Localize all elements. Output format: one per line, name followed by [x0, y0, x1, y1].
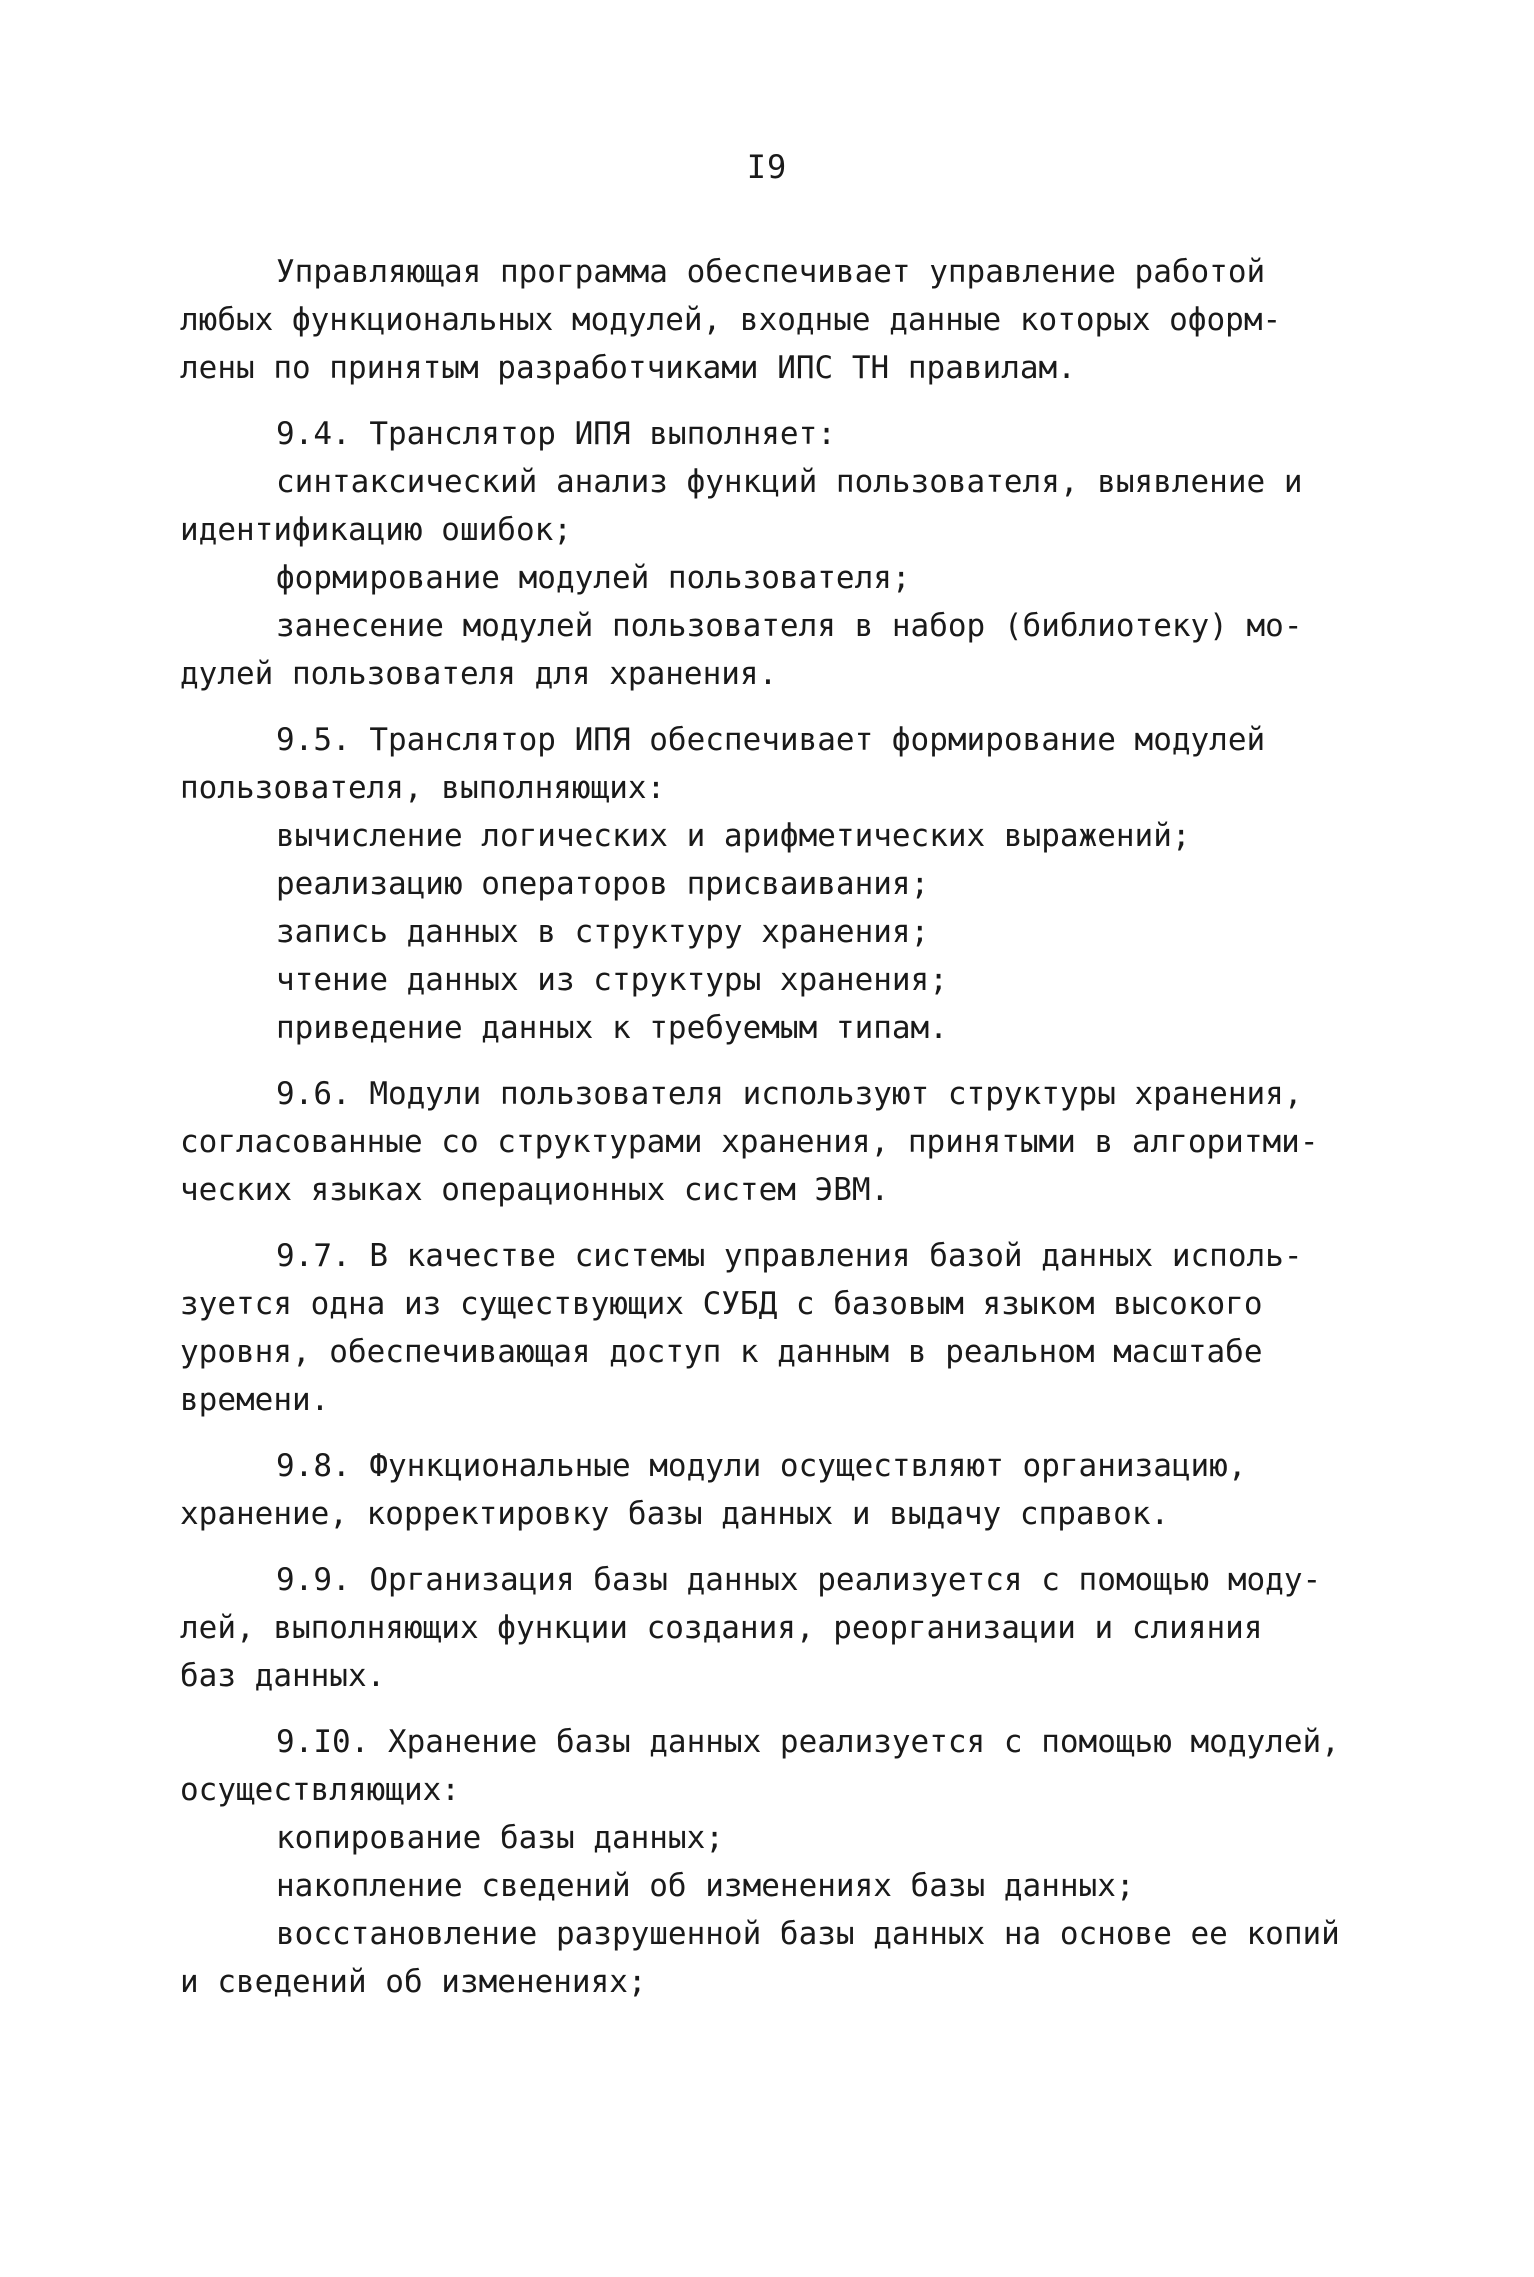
- page-number: I9: [746, 148, 788, 186]
- text-line: восстановление разрушенной базы данных на основе ее копий: [276, 1916, 1340, 1952]
- text-line: осуществляющих:: [180, 1772, 460, 1808]
- paragraph: [180, 248, 1380, 392]
- text-line: 9.8. Функциональные модули осуществляют организацию,: [276, 1448, 1247, 1484]
- paragraph: [180, 1442, 1380, 1538]
- text-line: пользователя, выполняющих:: [180, 770, 666, 806]
- text-line: времени.: [180, 1382, 330, 1418]
- text-line: баз данных.: [180, 1658, 386, 1694]
- text-line: 9.4. Транслятор ИПЯ выполняет:: [276, 416, 836, 452]
- paragraph: [180, 1232, 1380, 1424]
- text-line: синтаксический анализ функций пользователя, выявление и: [276, 464, 1303, 500]
- body-text: [180, 248, 1380, 2024]
- text-line: ческих языках операционных систем ЭВМ.: [180, 1172, 890, 1208]
- paragraph: [180, 1718, 1380, 2006]
- text-line: реализацию операторов присваивания;: [276, 866, 930, 902]
- text-line: согласованные со структурами хранения, принятыми в алгоритми-: [180, 1124, 1319, 1160]
- text-line: чтение данных из структуры хранения;: [276, 962, 948, 998]
- text-line: лены по принятым разработчиками ИПС ТН правилам.: [180, 350, 1076, 386]
- paragraph: [180, 410, 1380, 698]
- text-line: накопление сведений об изменениях базы данных;: [276, 1868, 1135, 1904]
- text-line: копирование базы данных;: [276, 1820, 724, 1856]
- text-line: идентификацию ошибок;: [180, 512, 572, 548]
- text-line: дулей пользователя для хранения.: [180, 656, 778, 692]
- text-line: уровня, обеспечивающая доступ к данным в реальном масштабе: [180, 1334, 1263, 1370]
- text-line: любых функциональных модулей, входные данные которых оформ-: [180, 302, 1282, 338]
- text-line: 9.I0. Хранение базы данных реализуется с помощью модулей,: [276, 1724, 1340, 1760]
- text-line: Управляющая программа обеспечивает управление работой: [276, 254, 1266, 290]
- text-line: приведение данных к требуемым типам.: [276, 1010, 948, 1046]
- text-line: вычисление логических и арифметических выражений;: [276, 818, 1191, 854]
- text-line: 9.5. Транслятор ИПЯ обеспечивает формирование модулей: [276, 722, 1266, 758]
- text-line: хранение, корректировку базы данных и выдачу справок.: [180, 1496, 1170, 1532]
- paragraph: [180, 1070, 1380, 1214]
- text-line: и сведений об изменениях;: [180, 1964, 647, 2000]
- text-line: лей, выполняющих функции создания, реорганизации и слияния: [180, 1610, 1263, 1646]
- text-line: зуется одна из существующих СУБД с базовым языком высокого: [180, 1286, 1263, 1322]
- text-line: 9.7. В качестве системы управления базой данных исполь-: [276, 1238, 1303, 1274]
- text-line: формирование модулей пользователя;: [276, 560, 911, 596]
- text-line: занесение модулей пользователя в набор (библиотеку) мо-: [276, 608, 1303, 644]
- text-line: запись данных в структуру хранения;: [276, 914, 930, 950]
- text-line: 9.9. Организация базы данных реализуется с помощью моду-: [276, 1562, 1322, 1598]
- paragraph: [180, 1556, 1380, 1700]
- text-line: 9.6. Модули пользователя используют структуры хранения,: [276, 1076, 1303, 1112]
- paragraph: [180, 716, 1380, 1052]
